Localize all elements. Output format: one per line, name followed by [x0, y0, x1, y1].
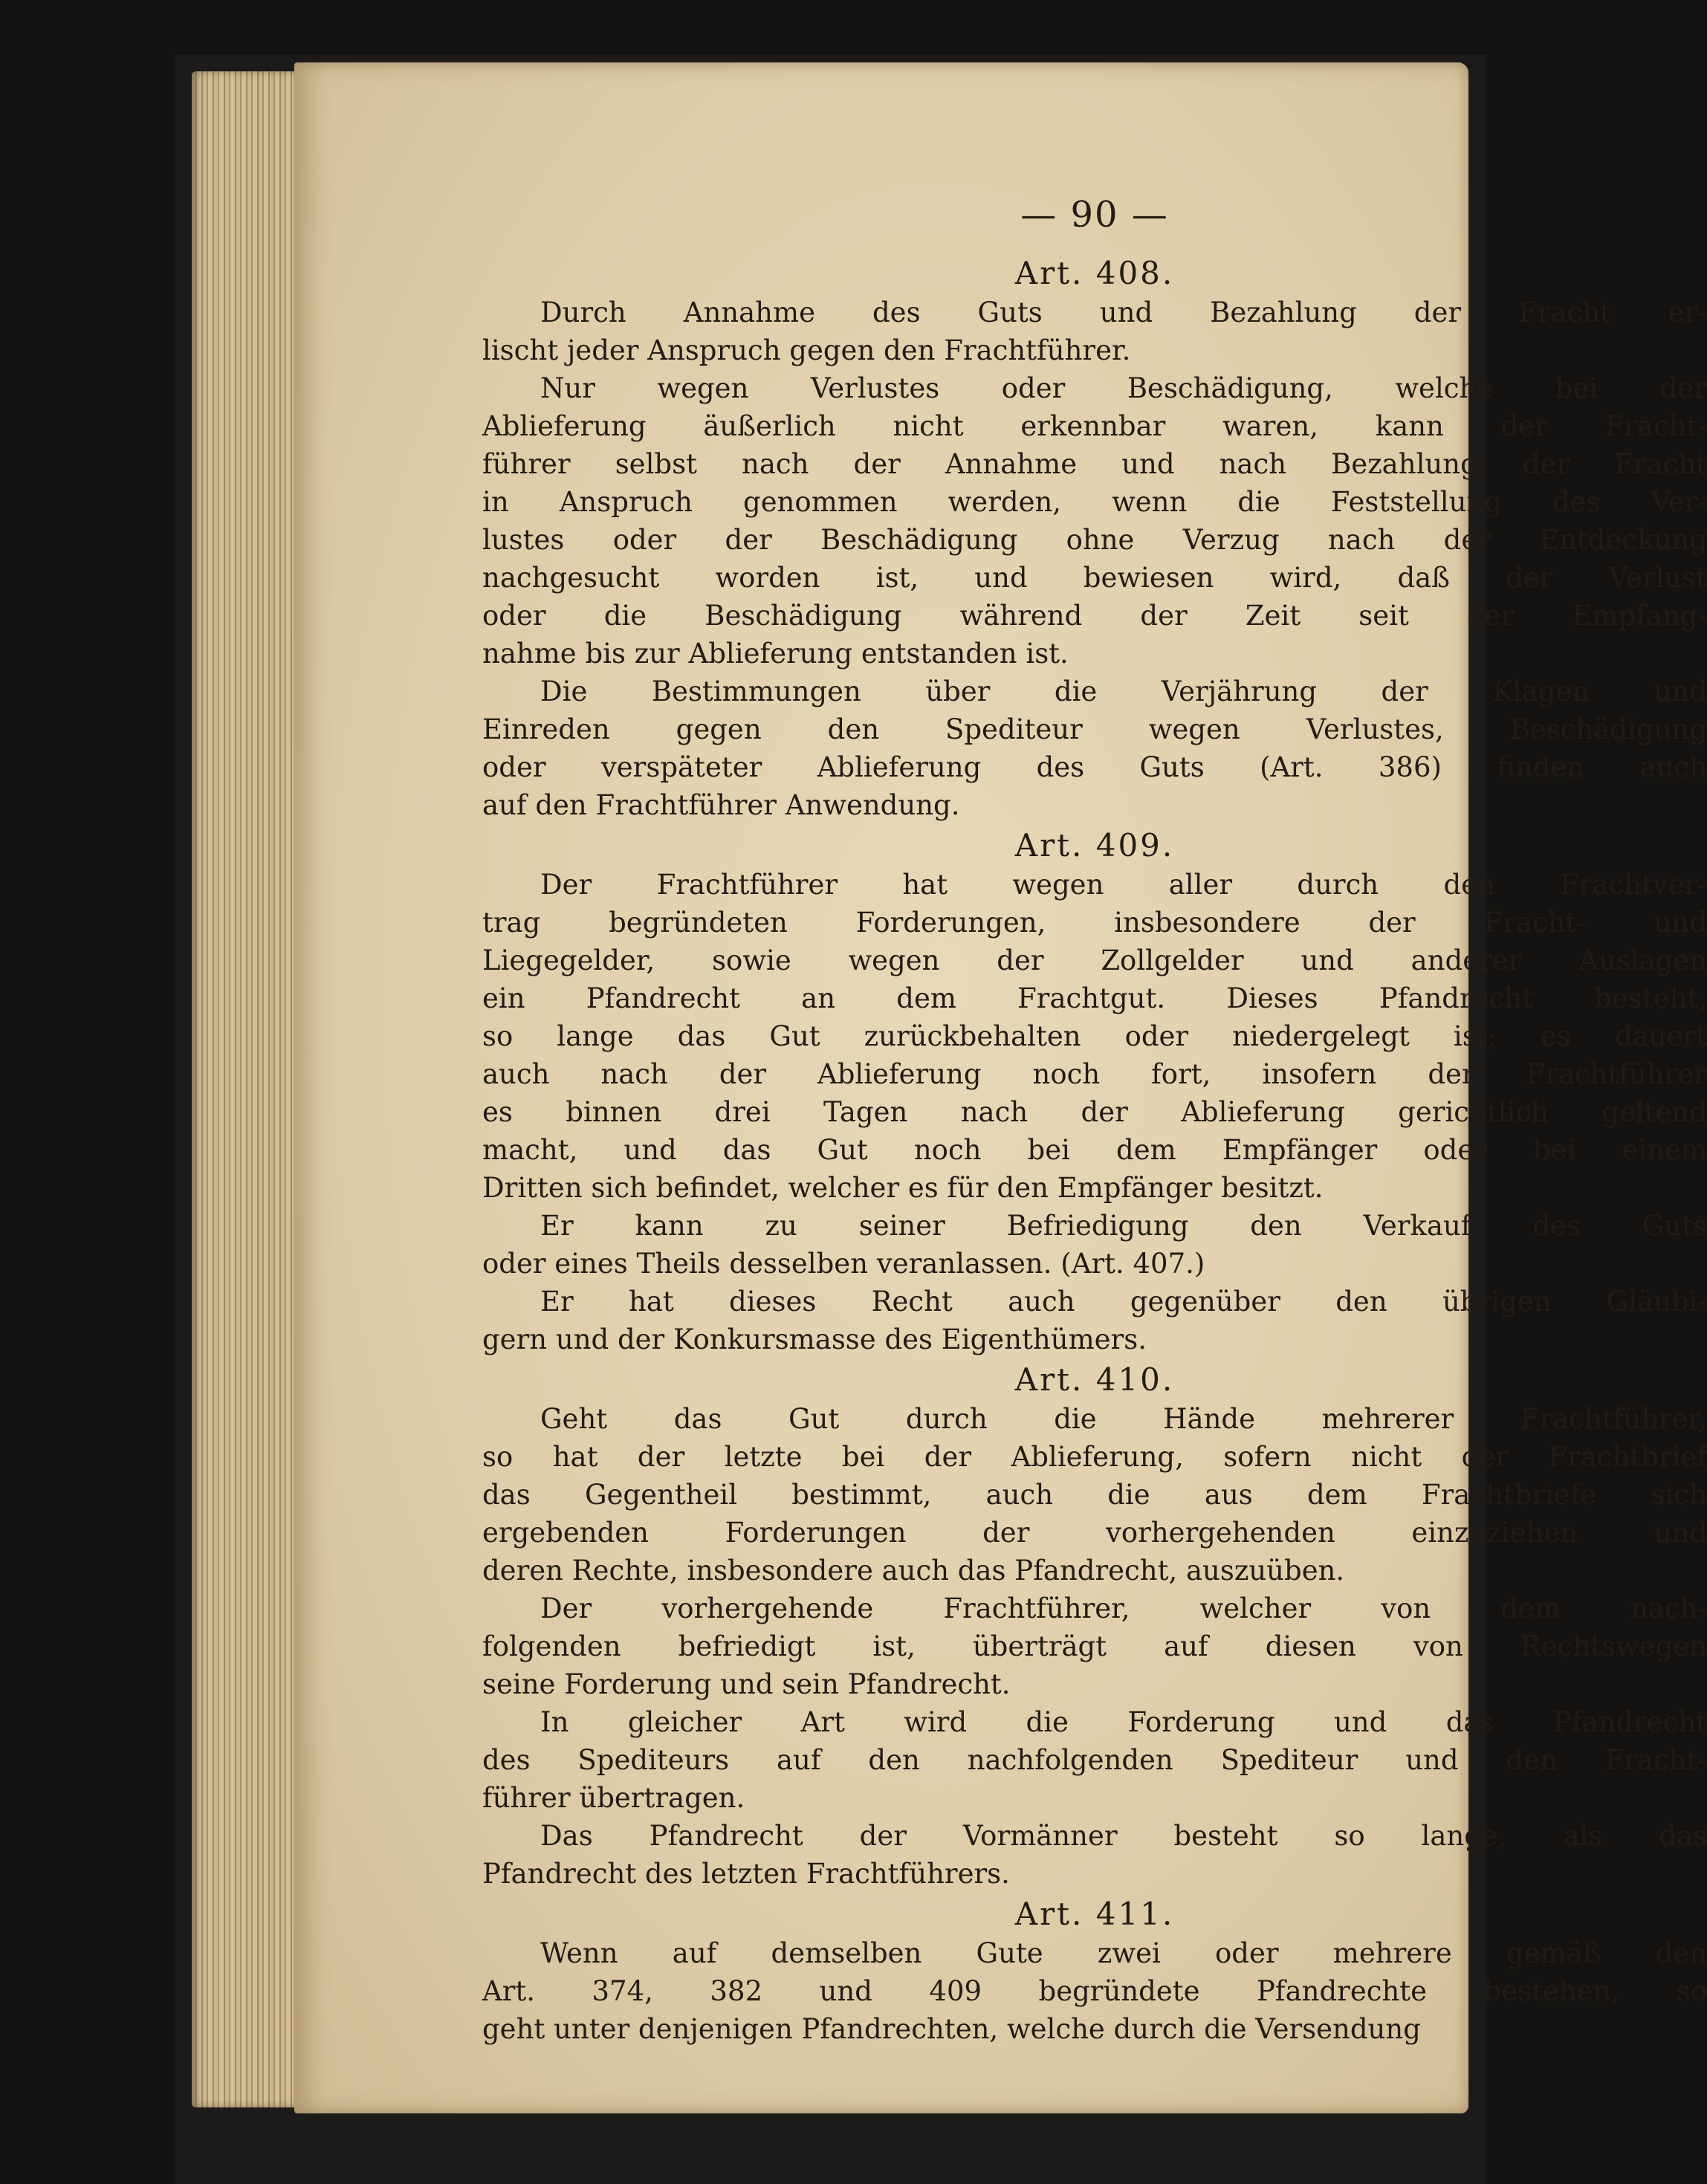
text-line: Er hat dieses Recht auch gegenüber den übrigen Gläubi- [540, 1286, 1707, 1318]
articles-container [482, 253, 1707, 2048]
text-line: oder eines Theils desselben veranlassen. (Art. 407.) [482, 1248, 1205, 1280]
text-line: Er kann zu seiner Befriedigung den Verkauf des Guts [540, 1210, 1707, 1242]
text-line: trag begründeten Forderungen, insbesondere der Fracht- und [482, 907, 1707, 939]
text-line: nachgesucht worden ist, und bewiesen wird, daß der Verlust [482, 562, 1707, 594]
text-line: Nur wegen Verlustes oder Beschädigung, welche bei der [540, 372, 1707, 404]
page-content [482, 192, 1707, 2045]
text-line: in Anspruch genommen werden, wenn die Feststellung des Ver- [482, 486, 1707, 518]
text-line: nahme bis zur Ablieferung entstanden ist. [482, 638, 1069, 670]
paragraph [482, 1590, 1707, 1703]
article-heading: Art. 409. [1014, 827, 1175, 863]
text-line: es binnen drei Tagen nach der Ablieferung gerichtlich geltend [482, 1096, 1707, 1128]
text-line: lustes oder der Beschädigung ohne Verzug nach der Entdeckung [482, 524, 1707, 556]
text-line: Liegegelder, sowie wegen der Zollgelder und anderer Auslagen [482, 944, 1707, 976]
text-line: gern und der Konkursmasse des Eigenthümers. [482, 1323, 1147, 1355]
text-line: so hat der letzte bei der Ablieferung, sofern nicht der Frachtbrief [482, 1441, 1707, 1473]
text-line: geht unter denjenigen Pfandrechten, welche durch die Versendung [482, 2013, 1421, 2045]
text-line: lischt jeder Anspruch gegen den Frachtführer. [482, 334, 1131, 366]
text-line: Pfandrecht des letzten Frachtführers. [482, 1858, 1010, 1890]
text-line: auf den Frachtführer Anwendung. [482, 789, 960, 821]
text-line: seine Forderung und sein Pfandrecht. [482, 1668, 1011, 1700]
text-line: führer selbst nach der Annahme und nach Bezahlung der Fracht [482, 448, 1707, 480]
article-heading: Art. 408. [1014, 255, 1175, 291]
article-heading: Art. 410. [1014, 1361, 1175, 1398]
text-line: Dritten sich befindet, welcher es für den Empfänger besitzt. [482, 1172, 1324, 1204]
article-1 [482, 253, 1707, 824]
text-line: Der vorhergehende Frachtführer, welcher von dem nach- [540, 1592, 1707, 1624]
book-page [294, 62, 1707, 2113]
text-line: deren Rechte, insbesondere auch das Pfandrecht, auszuüben. [482, 1555, 1345, 1587]
article-heading: Art. 411. [1014, 1896, 1175, 1932]
text-line: oder verspäteter Ablieferung des Guts (Art. 386) finden auch [482, 751, 1707, 783]
text-line: Geht das Gut durch die Hände mehrerer Frachtführer, [540, 1403, 1707, 1435]
text-line: ergebenden Forderungen der vorhergehenden einzuziehen und [482, 1517, 1707, 1549]
text-line: macht, und das Gut noch bei dem Empfänger oder bei einem [482, 1134, 1707, 1166]
text-line: folgenden befriedigt ist, überträgt auf diesen von Rechtswegen [482, 1630, 1707, 1662]
paragraph [482, 1207, 1707, 1283]
text-line: ein Pfandrecht an dem Frachtgut. Dieses Pfandrecht besteht, [482, 982, 1707, 1014]
paragraph [482, 1400, 1707, 1590]
text-line: Der Frachtführer hat wegen aller durch den Frachtver- [540, 869, 1707, 901]
text-line: führer übertragen. [482, 1782, 745, 1814]
text-line: Ablieferung äußerlich nicht erkennbar waren, kann der Fracht- [482, 410, 1707, 442]
text-line: oder die Beschädigung während der Zeit seit der Empfang- [482, 600, 1707, 632]
article-4 [482, 1894, 1707, 2048]
text-line: Art. 374, 382 und 409 begründete Pfandrechte bestehen, so [482, 1975, 1707, 2007]
paragraph [482, 1703, 1707, 1817]
text-line: Die Bestimmungen über die Verjährung der Klagen und [540, 675, 1707, 707]
paragraph [482, 1283, 1707, 1358]
text-line: Wenn auf demselben Gute zwei oder mehrere gemäß den [540, 1937, 1707, 1969]
paragraph [482, 369, 1707, 673]
page-number: — 90 — [1020, 194, 1169, 236]
article-2 [482, 826, 1707, 1358]
text-line: Das Pfandrecht der Vormänner besteht so lange, als das [540, 1820, 1707, 1852]
paragraph [482, 673, 1707, 824]
text-line: Durch Annahme des Guts und Bezahlung der Fracht er- [540, 297, 1707, 328]
page-edges [192, 71, 303, 2107]
text-line: des Spediteurs auf den nachfolgenden Spediteur und den Fracht- [482, 1744, 1707, 1776]
text-line: das Gegentheil bestimmt, auch die aus dem Frachtbriefe sich [482, 1479, 1707, 1511]
paragraph [482, 1817, 1707, 1893]
text-line: Einreden gegen den Spediteur wegen Verlustes, Beschädigung [482, 713, 1707, 745]
paragraph [482, 294, 1707, 369]
paragraph [482, 1934, 1707, 2048]
paragraph [482, 866, 1707, 1207]
text-line: so lange das Gut zurückbehalten oder niedergelegt ist; es dauert [482, 1020, 1707, 1052]
article-3 [482, 1360, 1707, 1893]
text-line: In gleicher Art wird die Forderung und das Pfandrecht [540, 1706, 1707, 1738]
text-line: auch nach der Ablieferung noch fort, insofern der Frachtführer [482, 1058, 1707, 1090]
